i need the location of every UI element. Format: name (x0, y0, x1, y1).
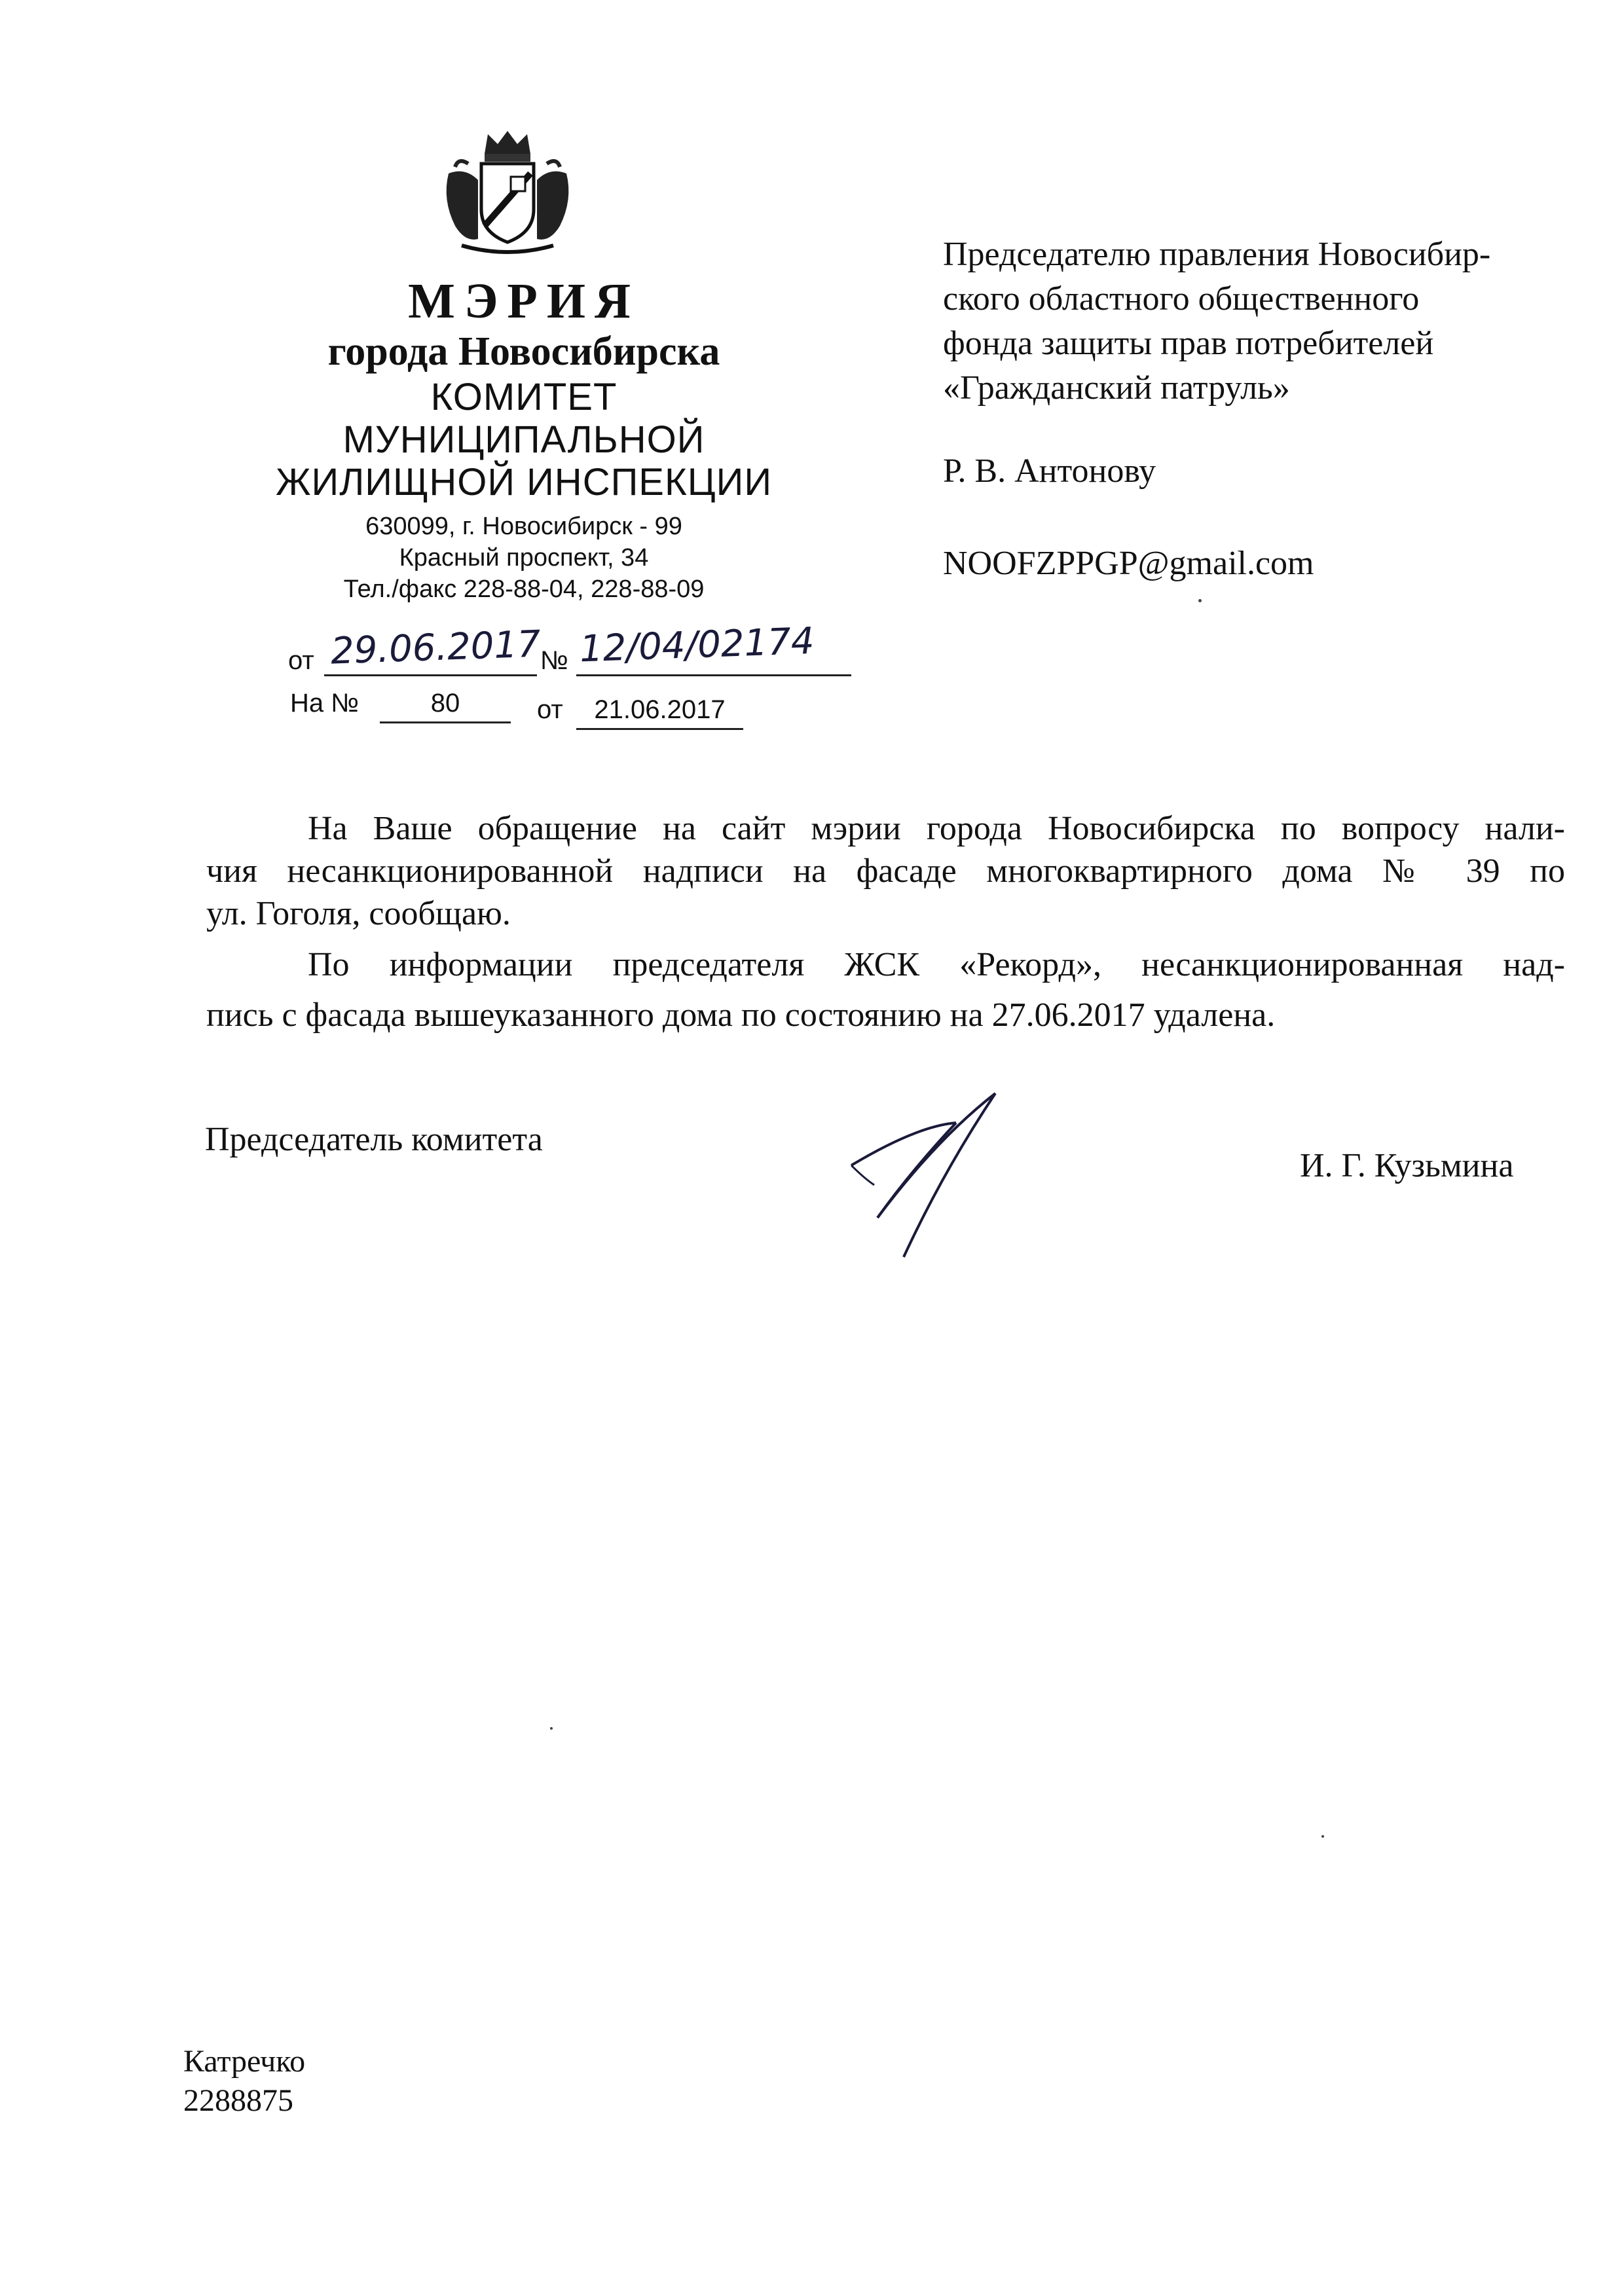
committee-line: МУНИЦИПАЛЬНОЙ (342, 418, 705, 461)
scan-speck (1198, 599, 1202, 602)
recipient-line: фонда защиты прав потребителей (943, 325, 1434, 362)
committee-line: КОМИТЕТ (430, 376, 618, 418)
signatory-position: Председатель комитета (205, 1121, 543, 1158)
from-date-label: от (288, 646, 314, 675)
reply-to-number: 80 (430, 689, 460, 718)
executor-phone: 2288875 (183, 2083, 293, 2118)
address-line: Красный проспект, 34 (399, 544, 649, 572)
recipient-line: «Гражданский патруль» (943, 369, 1290, 407)
underline (576, 728, 743, 730)
recipient-line: ского областного общественного (943, 280, 1420, 318)
underline (380, 721, 511, 723)
reply-date-label: от (537, 695, 563, 724)
city-name: города Новосибирска (327, 329, 720, 374)
underline (324, 674, 537, 676)
reply-to-number-label: На № (290, 689, 360, 718)
recipient-email: NOOFZPPGP@gmail.com (943, 545, 1314, 582)
reply-date: 21.06.2017 (594, 695, 726, 724)
executor-name: Катречко (183, 2044, 306, 2079)
signatory-name: И. Г. Кузьмина (1300, 1147, 1514, 1184)
handwritten-signature (838, 1087, 1035, 1270)
recipient-name: Р. В. Антонову (943, 452, 1156, 490)
committee-line: ЖИЛИЩНОЙ ИНСПЕКЦИИ (275, 461, 773, 503)
body-paragraph-1-line: ул. Гоголя, сообщаю. (206, 895, 511, 932)
address-line: 630099, г. Новосибирск - 99 (365, 513, 682, 540)
coat-of-arms-emblem (435, 128, 580, 259)
outgoing-number-handwritten: 12/04/02174 (578, 619, 815, 671)
recipient-line: Председателю правления Новосибир- (943, 236, 1491, 273)
number-label: № (540, 646, 568, 675)
mayor-office-title: МЭРИЯ (408, 274, 640, 329)
body-paragraph-1-line: чия несанкционированной надписи на фасаде многоквартирного дома № 39 по (206, 852, 1565, 890)
scan-speck (1321, 1835, 1324, 1838)
body-paragraph-2-line: пись с фасада вышеуказанного дома по состоянию на 27.06.2017 удалена. (206, 996, 1276, 1034)
scan-speck (550, 1727, 553, 1730)
body-paragraph-1-line: На Ваше обращение на сайт мэрии города Новосибирска по вопросу нали- (308, 810, 1565, 847)
outgoing-date-handwritten: 29.06.2017 (329, 623, 542, 673)
address-line: Тел./факс 228-88-04, 228-88-09 (343, 575, 705, 603)
underline (576, 674, 851, 676)
body-paragraph-2-line: По информации председателя ЖСК «Рекорд», несанкционированная над- (308, 946, 1565, 983)
